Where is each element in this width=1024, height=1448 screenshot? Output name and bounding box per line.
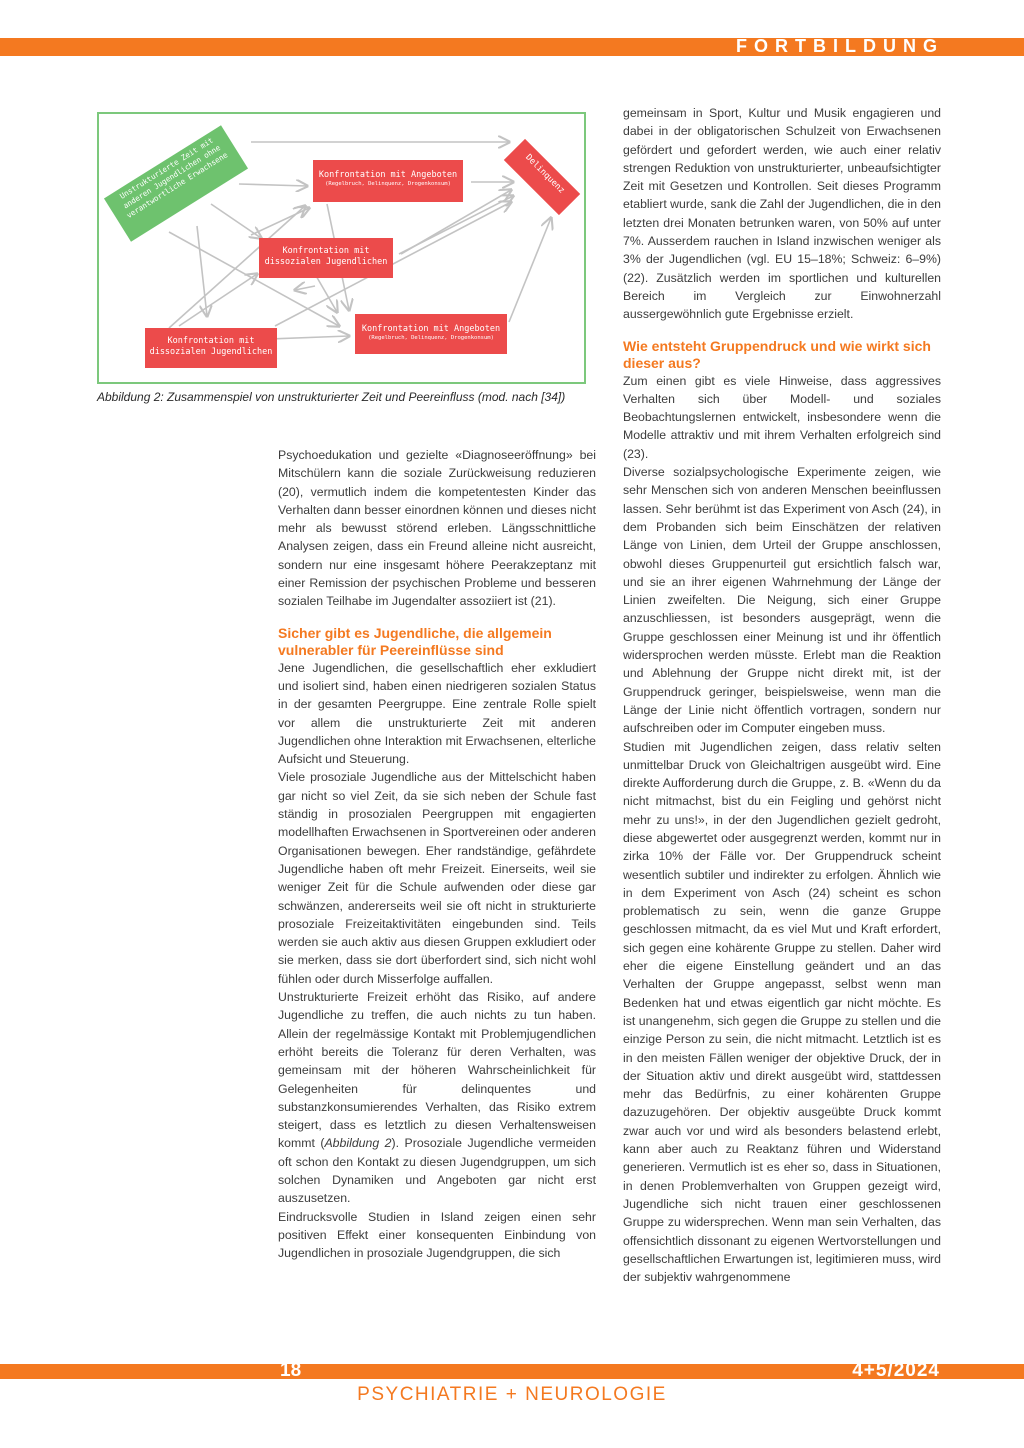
figure-diagram <box>97 112 586 384</box>
paragraph <box>278 988 596 1208</box>
page-number: 18 <box>280 1360 302 1381</box>
box-unstructured-time: Unstrukturierte Zeit mit anderen Jugendlichen ohne verantwortliche Erwachsene <box>104 125 248 241</box>
paragraph: Viele prosoziale Jugendliche aus der Mittelschicht haben gar nicht so viel Zeit, da sie sich neben der Schule fast ständig in prosozialen Peergruppen mit engagierten modellhaften Erwachsenen in Sportvereinen oder anderen Organisationen bewegen. Eher randständige, gefährdete Jugendliche haben oft mehr Freizeit. Einerseits, weil sie weniger Zeit für die Schule aufwenden oder diese gar schwänzen, andererseits weil sie oft nicht in strukturierte prosoziale Freizeitaktivitäten eingebunden sind. Teils werden sie auch aktiv aus diesen Gruppen exkludiert oder sie merken, dass sie dort überfordert sind, sich nicht wohl fühlen oder durch Misserfolge auffallen. <box>278 770 596 986</box>
paragraph: Psychoedukation und gezielte «Diagnoseeröffnung» bei Mitschülern kann die soziale Zurückweisung reduzieren (20), vermutlich indem die kompetentesten Kinder das Verhalten dann besser einordnen können und dieses nicht mehr als bewusst störend erleben. Längsschnittliche Analysen zeigen, dass ein Freund alleine nicht ausreicht, sondern nur eine insgesamt höhere Peerakzeptanz mit einer Remission der psychischen Probleme und besseren sozialen Teilhabe im Jugendalter assoziiert ist (21). <box>278 448 596 609</box>
box-dissocial-mid: Konfrontation mit dissozialen Jugendlichen <box>259 238 393 278</box>
paragraph: Studien mit Jugendlichen zeigen, dass relativ selten unmittelbar Druck von Gleichaltrigen ausgeübt wird. Eine direkte Aufforderung durch die Gruppe, z. B. «Wenn du da nicht mitmachst, bist du ein Feigling und gehörst nicht mehr zu uns!», in der den Jugendlichen gezielt gedroht, diese abgewertet oder ausgegrenzt werden, kommt nur in zirka 10% der Fälle vor. Der Gruppendruck scheint wesentlich subtiler und indirekter zu erfolgen. Ähnlich wie in dem Experiment von Asch (24) scheint es schon problematisch zu sein, wenn die ganze Gruppe geschlossen mitmacht, da es viel Mut und Kraft erfordert, sich gegen eine kohärente Gruppe zu stellen. Daher wird eher die eigene Einstellung geändert und an das Verhalten der Gruppe angepasst, selbst wenn man Bedenken hat und etwas eigentlich gar nicht möchte. Es ist unangenehm, sich gegen die Gruppe zu stellen und die einzige Person zu sein, die nicht mitmacht. Letztlich ist es in den meisten Fällen weniger der objektive Druck, der in der Situation aktiv und direkt ausgeübt wird, stattdessen mehr das Bedürfnis, zu einer kohärenten Gruppe dazuzugehören. Der objektiv ausgeübte Druck kommt zwar auch vor und wird als besonders belastend erlebt, kann aber auch zu Reaktanz führen und Widerstand generieren. Vermutlich ist es eher so, dass in Situationen, in denen Problemverhalten von Gruppen gezeigt wird, Jugendliche sich nicht trauen einer geschlossenen Gruppe zu widersprechen. Wenn man sein Verhalten, das offensichtlich dissonant zu eigenen Wertvorstellungen und gesellschaftlichen Erwartungen ist, legitimieren muss, wird der subjektiv wahrgenommene <box>623 739 941 1285</box>
paragraph: Diverse sozialpsychologische Experimente zeigen, wie sehr Menschen sich von anderen Menschen beeinflussen lassen. Sehr berühmt ist das Experiment von Asch (24), in dem Probanden sich beim Einschätzen der relativen Länge von Linien, dem Urteil der Gruppe anschlossen, obwohl dieses Gruppenurteil gut ersichtlich falsch war, und sie an ihrer eigenen Wahrnehmung der Länge der Linien zweifelten. Die Neigung, sich einer Gruppe anzuschliessen, ist besonders ausgeprägt, wenn die Gruppe geschlossen einer Meinung ist und ihr öffentlich widersprochen werden müsste. Erlebt man die Reaktion und Ablehnung der Gruppe nicht direkt mit, ist der Gruppendruck geringer, beispielsweise, wenn man die Länge der Linie nicht öffentlich vortragen, sondern nur aufschreiben oder im Computer eingeben muss. <box>623 465 941 736</box>
paragraph: Eindrucksvolle Studien in Island zeigen einen sehr positiven Effekt einer konsequenten Einbindung von Jugendlichen in prosoziale Jugendgruppen, die sich <box>278 1209 596 1261</box>
journal-title: PSYCHIATRIE + NEUROLOGIE <box>357 1384 667 1405</box>
arrow <box>315 274 337 312</box>
arrow <box>239 184 307 186</box>
arrow <box>179 274 257 326</box>
figure-caption: Abbildung 2: Zusammenspiel von unstrukturierter Zeit und Peereinfluss (mod. nach [34]) <box>97 390 566 404</box>
arrow <box>211 204 261 238</box>
text-column-1 <box>278 446 596 1262</box>
section-heading: Wie entsteht Gruppendruck und wie wirkt sich dieser aus? <box>623 337 931 371</box>
paragraph: Jene Jugendlichen, die gesellschaftlich eher exkludiert und isoliert sind, haben einen niedrigeren sozialen Status in der gesamten Peergruppe. Eine zentrale Rolle spielt vor allem die unstrukturierte Zeit mit anderen Jugendlichen ohne Interaktion mit Erwachsenen, elterliche Aufsicht und Steuerung. <box>278 660 596 767</box>
issue-label: 4+5/2024 <box>852 1360 940 1381</box>
arrow <box>251 208 309 235</box>
text-run: ). Prosoziale Jugendliche vermeiden oft schon den Kontakt zu diesen Jugendgruppen, um sich solchen Dynamiken und Angeboten gar nicht erst auszusetzen. <box>278 1136 596 1206</box>
section-label: FORTBILDUNG <box>736 36 944 56</box>
text-column-2 <box>623 104 941 1286</box>
arrow <box>295 286 315 290</box>
box-dissocial-bottom: Konfrontation mit dissozialen Jugendlichen <box>145 328 277 368</box>
paragraph: Zum einen gibt es viele Hinweise, dass aggressives Verhalten sich über Modell- und soziales Beobachtungslernen entwickelt, insbesondere wenn die Modelle attraktiv und mit ihrem Verhalten erfolgreich sind (23). <box>623 373 941 461</box>
arrow <box>509 218 551 322</box>
box-delinquency: Delinquenz <box>504 139 580 215</box>
box-offers-bottom: Konfrontation mit Angeboten (Regelbruch, Delinquenz, Drogenkonsum) <box>355 314 507 354</box>
section-heading: Sicher gibt es Jugendliche, die allgemein vulnerabler für Peereinflüsse sind <box>278 624 552 658</box>
text-run: Unstrukturierte Freizeit erhöht das Risiko, auf andere Jugendliche zu treffen, die auch nichts zu tun haben. Allein der regelmässige Kontakt mit Problemjugendlichen erhöht bereits die Toleranz für deren Verhalten, was gemeinsam mit der höheren Wahrscheinlichkeit für Gelegenheiten für delinquentes und substanzkonsumierendes Verhalten, das Risiko extrem steigert, dass es letztlich zu diesen Verhaltensweisen kommt ( <box>278 990 596 1151</box>
figure-reference: Abbildung 2 <box>324 1136 392 1151</box>
paragraph: gemeinsam in Sport, Kultur und Musik engagieren und dabei in der obligatorischen Schulzeit von Erwachsenen gefördert und gefordert werden, wie auch einer relativ strengen Reduktion von unstrukturierter, unbeaufsichtigter Zeit mit Gesetzen und Kontrollen. Seit dieses Programm etabliert wurde, sank die Zahl der Jugendlichen, die in den letzten drei Monaten betrunken waren, von 50% auf unter 7%. Ausserdem rauchen in Island inzwischen weniger als 3% der Jugendlichen (vgl. EU 15–18%; Schweiz: 6–9%) (22). Zusätzlich werden im sportlichen und kulturellen Bereich im Vergleich zur Einwohnerzahl aussergewöhnlich gute Ergebnisse erzielt. <box>623 106 941 322</box>
box-offers-top: Konfrontation mit Angeboten (Regelbruch, Delinquenz, Drogenkonsum) <box>313 160 463 202</box>
